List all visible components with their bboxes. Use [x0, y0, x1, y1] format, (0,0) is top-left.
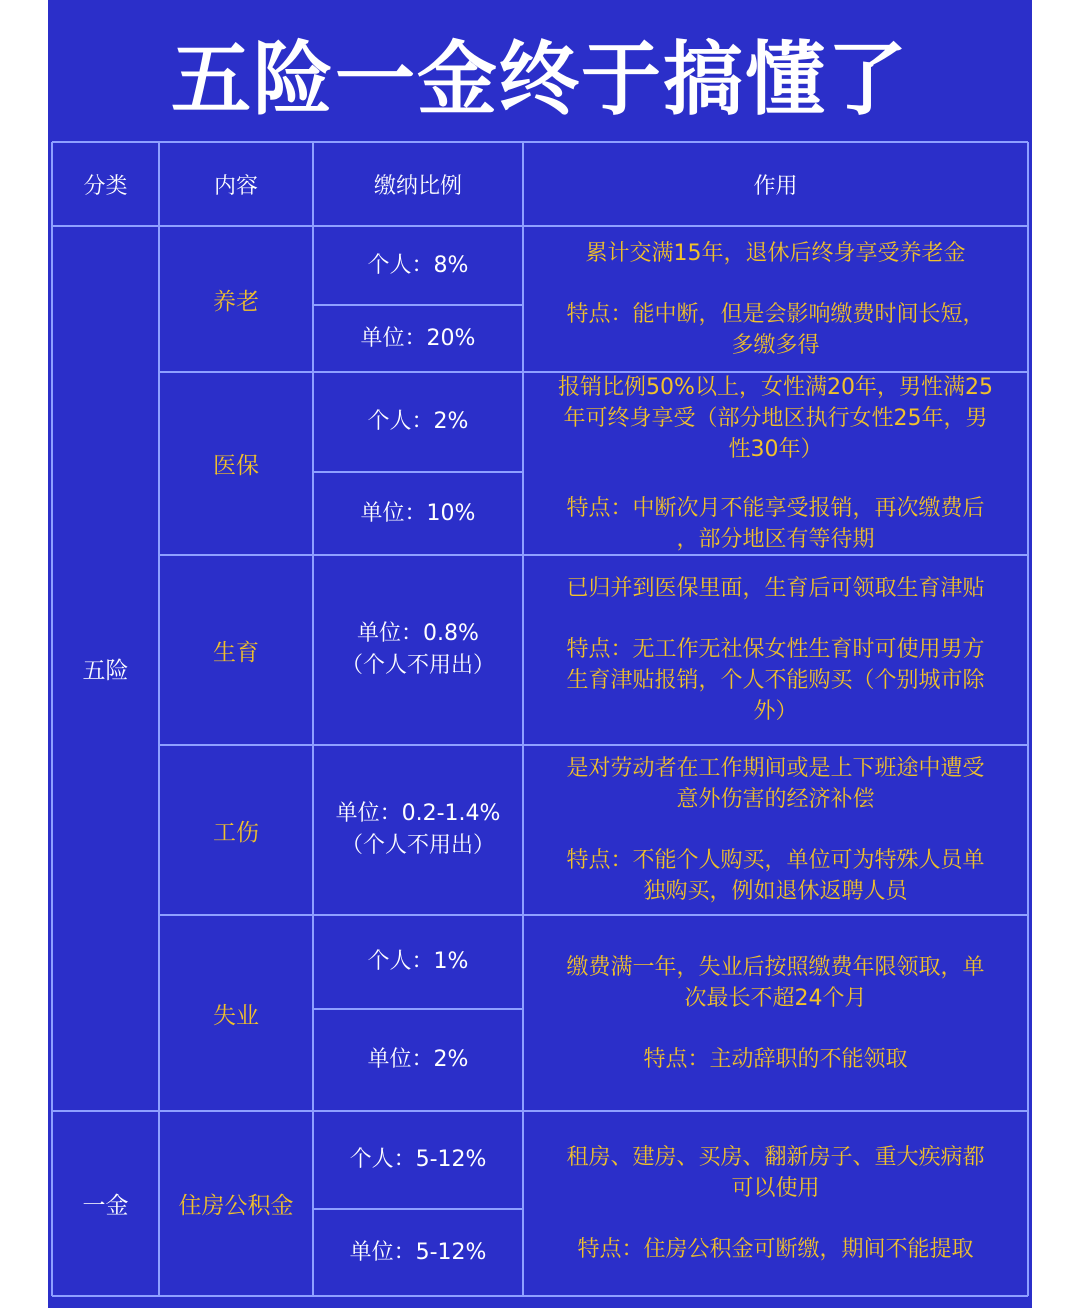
feature-line: 特点：不能个人购买，单位可为特殊人员单: [566, 848, 985, 873]
header-rate: 缴纳比例: [373, 173, 462, 199]
feature-line: 外）: [753, 699, 798, 724]
function-line: 次最长不超24个月: [684, 985, 867, 1011]
rate-maternity: [313, 555, 523, 745]
function-line: 意外伤害的经济补偿: [676, 787, 875, 812]
function-line: 租房、建房、买房、翻新房子、重大疾病都: [566, 1145, 985, 1170]
item-pension: 养老: [213, 288, 259, 315]
function-injury: [523, 745, 1028, 915]
feature-line: 生育津贴报销，个人不能购买（个别城市除: [566, 668, 985, 693]
item-maternity: 生育: [213, 639, 259, 666]
item-medical: 医保: [213, 453, 259, 479]
rate-line: （个人不用出）: [340, 833, 495, 858]
poster: [48, 0, 1032, 1308]
function-line: 是对劳动者在工作期间或是上下班途中遭受: [566, 756, 985, 781]
function-line: 报销比例50%以上，女性满20年，男性满25: [558, 375, 993, 400]
function-line: 年可终身享受（部分地区执行女性25年，男: [563, 406, 988, 431]
rate-housing-personal: 个人：5-12%: [349, 1147, 487, 1172]
feature-line: 特点：住房公积金可断缴，期间不能提取: [577, 1237, 974, 1262]
header-function: 作用: [753, 173, 798, 199]
item-housing-fund: 住房公积金: [178, 1193, 294, 1219]
rate-line: 单位：0.2-1.4%: [335, 801, 501, 826]
rate-medical-personal: 个人：2%: [367, 409, 469, 434]
item-injury: 工伤: [213, 819, 259, 846]
function-line: 可以使用: [731, 1176, 820, 1201]
function-line: 性30年）: [728, 437, 823, 462]
function-line: 已归并到医保里面，生育后可领取生育津贴: [566, 576, 985, 601]
feature-line: ，部分地区有等待期: [676, 527, 875, 552]
function-unemployment: [523, 915, 1028, 1111]
rate-line: （个人不用出）: [340, 653, 495, 678]
feature-line: 特点：中断次月不能享受报销，再次缴费后: [566, 496, 985, 521]
rate-pension-personal: 个人：8%: [367, 252, 469, 278]
function-line: 缴费满一年，失业后按照缴费年限领取，单: [566, 954, 985, 980]
rate-pension-employer: 单位：20%: [360, 325, 476, 351]
function-medical: [523, 372, 1028, 555]
category-wuxian: 五险: [82, 658, 129, 684]
rate-line: 单位：0.8%: [357, 621, 479, 646]
function-pension: [523, 226, 1028, 372]
feature-line: 特点：能中断，但是会影响缴费时间长短，: [566, 301, 985, 327]
function-maternity: [523, 555, 1028, 745]
header-category: 分类: [83, 173, 128, 199]
rate-housing-employer: 单位：5-12%: [349, 1239, 487, 1265]
feature-line: 特点：无工作无社保女性生育时可使用男方: [566, 637, 985, 662]
rate-medical-employer: 单位：10%: [360, 500, 476, 526]
header-content: 内容: [213, 173, 258, 199]
item-unemployment: 失业: [213, 1002, 259, 1029]
page-title: 五险一金终于搞懂了: [171, 33, 909, 126]
rate-unemployment-employer: 单位：2%: [367, 1047, 469, 1072]
function-line: 累计交满15年，退休后终身享受养老金: [585, 240, 966, 266]
feature-line: 多缴多得: [731, 332, 820, 358]
rate-injury: [313, 745, 523, 915]
category-yijin: 一金: [82, 1193, 129, 1219]
function-housing-fund: [523, 1111, 1028, 1296]
rate-unemployment-personal: 个人：1%: [367, 949, 469, 974]
feature-line: 特点：主动辞职的不能领取: [643, 1046, 908, 1072]
feature-line: 独购买，例如退休返聘人员: [643, 879, 908, 904]
